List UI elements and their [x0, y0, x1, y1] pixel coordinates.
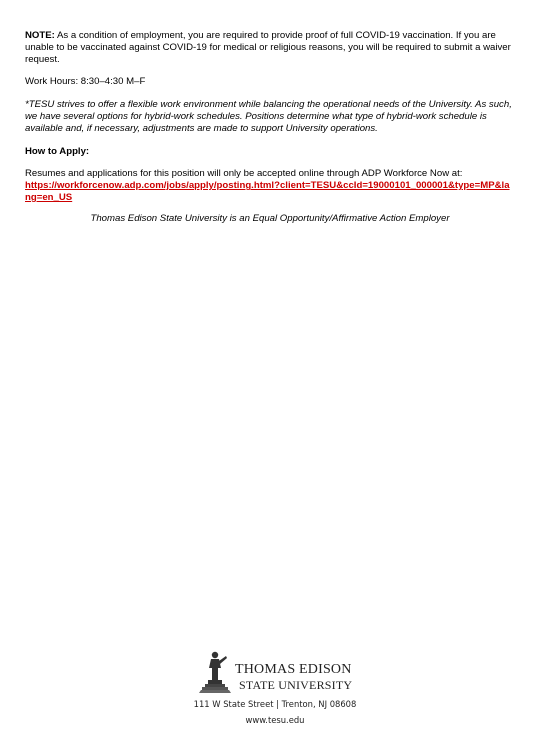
- application-link[interactable]: https://workforcenow.adp.com/jobs/apply/posting.html?client=TESU&ccId=19000101_000001&type=MP&lang=en_US: [25, 180, 510, 203]
- how-to-apply-text: Resumes and applications for this position will only be accepted online through ADP Workforce Now at:: [25, 168, 463, 180]
- footer-address: 111 W State Street | Trenton, NJ 08608: [193, 699, 357, 709]
- how-to-apply-heading: How to Apply:: [25, 145, 90, 157]
- eeo-statement: Thomas Edison State University is an Equal Opportunity/Affirmative Action Employer: [90, 212, 450, 224]
- footer-website[interactable]: www.tesu.edu: [245, 715, 305, 725]
- hybrid-work-note: *TESU strives to offer a flexible work environment while balancing the operational needs of the University. As such, we have several options for hybrid-work schedules. Positions determine what type of hybrid-work schedule is available and, if necessary, adjustments are made to support University operations.: [25, 99, 512, 134]
- logo-line-1: THOMAS EDISON: [235, 662, 352, 677]
- document-body: [25, 30, 515, 236]
- note-label: NOTE:: [25, 30, 55, 41]
- covid-note: [25, 30, 515, 65]
- note-text: As a condition of employment, you are required to provide proof of full COVID-19 vaccination. If you are unable to be vaccinated against COVID-19 for medical or religious reasons, you will be required to submit a waiver request.: [25, 30, 511, 65]
- work-hours: Work Hours: 8:30–4:30 M–F: [25, 76, 146, 88]
- edison-statue-icon: [195, 650, 235, 694]
- logo-line-2: STATE UNIVERSITY: [239, 678, 353, 692]
- university-logo: [195, 650, 355, 694]
- page-footer: [0, 650, 550, 725]
- how-to-apply-section: [25, 168, 515, 203]
